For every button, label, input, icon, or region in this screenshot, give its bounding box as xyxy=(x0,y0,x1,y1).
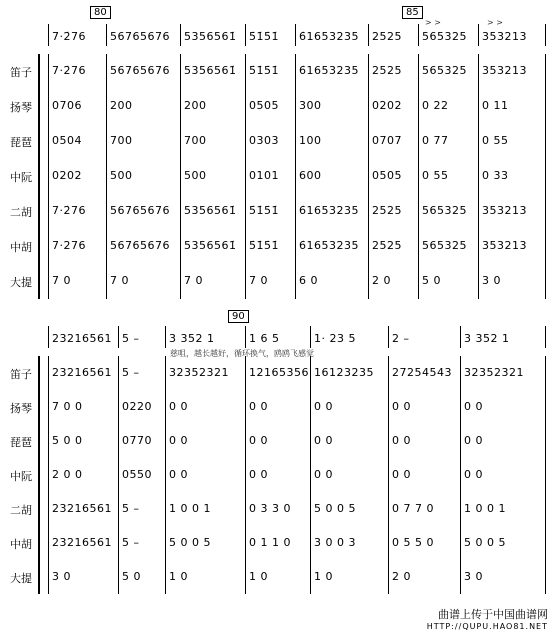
barline xyxy=(180,24,181,46)
barline xyxy=(418,89,419,124)
dizi-measure: 5356561̇ xyxy=(184,64,237,77)
pipa-measure: 0 0 xyxy=(464,434,483,447)
dati-measure: 1 0 xyxy=(169,570,188,583)
barline xyxy=(180,159,181,194)
barline xyxy=(368,89,369,124)
pipa-measure: 0303 xyxy=(249,134,279,147)
zhongruan-measure: 0505 xyxy=(372,169,402,182)
barline xyxy=(388,390,389,424)
erhu-measure: 6̇1653235 xyxy=(299,204,359,217)
erhu-measure: 1 0 0 1 xyxy=(464,502,506,515)
zhongruan-measure: 2 0 0 xyxy=(52,468,83,481)
instrument-label: 中胡 xyxy=(10,241,32,254)
barline xyxy=(388,526,389,560)
instrument-label: 扬琴 xyxy=(10,402,32,415)
barline xyxy=(180,124,181,159)
barline xyxy=(460,390,461,424)
accent-mark: > > xyxy=(425,18,441,27)
barline xyxy=(310,492,311,526)
system-brace xyxy=(38,54,40,299)
barline xyxy=(368,194,369,229)
dizi-measure: 16123235 xyxy=(314,366,374,379)
barline xyxy=(295,24,296,46)
dizi-measure: 5 – xyxy=(122,366,140,379)
barline xyxy=(418,54,419,89)
barline xyxy=(245,89,246,124)
dizi-measure: 5̇1̇5̇1̇ xyxy=(249,64,279,77)
barline xyxy=(245,492,246,526)
yangqin-measure: 300 xyxy=(299,99,322,112)
barline xyxy=(460,326,461,348)
system1-melody-measure: 5356561̇ xyxy=(184,30,237,43)
system-brace xyxy=(38,356,40,594)
barline xyxy=(310,560,311,594)
zhonghu-measure: 0 1 1 0 xyxy=(249,536,291,549)
pipa-measure: 0 55 xyxy=(482,134,509,147)
barline xyxy=(48,492,49,526)
yangqin-measure: 200 xyxy=(110,99,133,112)
yangqin-measure: 0220 xyxy=(122,400,152,413)
barline xyxy=(118,560,119,594)
barline xyxy=(48,326,49,348)
barline xyxy=(48,458,49,492)
erhu-measure: 5356561̇ xyxy=(184,204,237,217)
barline xyxy=(48,560,49,594)
barline xyxy=(245,356,246,390)
system2-melody-measure: 1 6 5 xyxy=(249,332,280,345)
barline xyxy=(180,89,181,124)
yangqin-measure: 0 0 xyxy=(392,400,411,413)
system2-melody-measure: 5 – xyxy=(122,332,140,345)
dizi-measure: 565325 xyxy=(422,64,467,77)
barline xyxy=(48,24,49,46)
zhongruan-measure: 0 33 xyxy=(482,169,509,182)
zhonghu-measure: 565325 xyxy=(422,239,467,252)
zhongruan-measure: 0202 xyxy=(52,169,82,182)
barline xyxy=(118,356,119,390)
barline xyxy=(180,194,181,229)
barline xyxy=(165,492,166,526)
barline xyxy=(368,159,369,194)
erhu-measure: 7·2̇76 xyxy=(52,204,86,217)
zhonghu-measure: 56765676 xyxy=(110,239,170,252)
barline xyxy=(368,124,369,159)
dizi-measure: 56765676 xyxy=(110,64,170,77)
zhongruan-measure: 0 0 xyxy=(249,468,268,481)
barline xyxy=(295,124,296,159)
dati-measure: 6 0 xyxy=(299,274,318,287)
barline xyxy=(368,24,369,46)
pipa-measure: 0 0 xyxy=(169,434,188,447)
rehearsal-mark: 80 xyxy=(90,6,111,19)
system1-melody-measure: 56765676 xyxy=(110,30,170,43)
barline xyxy=(165,526,166,560)
footer xyxy=(427,606,548,631)
barline xyxy=(106,194,107,229)
dati-measure: 3 0 xyxy=(464,570,483,583)
barline xyxy=(478,229,479,264)
system1-melody-measure: 6̇1653235 xyxy=(299,30,359,43)
zhonghu-measure: 5356561̇ xyxy=(184,239,237,252)
barline xyxy=(106,229,107,264)
pipa-measure: 700 xyxy=(110,134,133,147)
zhonghu-measure: 3 0 0 3 xyxy=(314,536,356,549)
barline xyxy=(478,24,479,46)
barline xyxy=(310,424,311,458)
barline xyxy=(478,159,479,194)
pipa-measure: 700 xyxy=(184,134,207,147)
instrument-label: 中阮 xyxy=(10,171,32,184)
barline xyxy=(106,264,107,299)
system2-melody-measure: 3 352 1 xyxy=(169,332,215,345)
zhongruan-measure: 0 0 xyxy=(314,468,333,481)
barline xyxy=(388,326,389,348)
barline xyxy=(165,326,166,348)
system1-melody-measure: 2525 xyxy=(372,30,402,43)
barline xyxy=(310,356,311,390)
barline xyxy=(368,229,369,264)
barline xyxy=(460,356,461,390)
barline xyxy=(48,356,49,390)
footer-line2: HTTP://QUPU.HAO81.NET xyxy=(426,622,548,631)
system1-melody-measure: 5̇1̇5̇1̇ xyxy=(249,30,279,43)
dizi-measure: 23216561 xyxy=(52,366,112,379)
dati-measure: 1 0 xyxy=(314,570,333,583)
yangqin-measure: 0202 xyxy=(372,99,402,112)
barline xyxy=(245,264,246,299)
system2-melody-measure: 3 352 1 xyxy=(464,332,510,345)
yangqin-measure: 0706 xyxy=(52,99,82,112)
barline xyxy=(478,194,479,229)
barline xyxy=(545,326,546,348)
barline xyxy=(106,159,107,194)
dizi-measure: 32352321 xyxy=(169,366,229,379)
zhonghu-measure: 5 – xyxy=(122,536,140,549)
barline xyxy=(118,424,119,458)
system1-melody-measure: 7·2̇76 xyxy=(52,30,86,43)
barline xyxy=(295,89,296,124)
barline xyxy=(245,54,246,89)
erhu-measure: 1 0 0 1 xyxy=(169,502,211,515)
pipa-measure: 0 0 xyxy=(249,434,268,447)
barline xyxy=(478,54,479,89)
barline xyxy=(48,159,49,194)
dizi-measure: 353213 xyxy=(482,64,527,77)
dati-measure: 7 0 xyxy=(110,274,129,287)
dizi-measure: 27254543 xyxy=(392,366,452,379)
erhu-measure: 56765676 xyxy=(110,204,170,217)
barline xyxy=(245,24,246,46)
dizi-measure: 2525 xyxy=(372,64,402,77)
barline xyxy=(118,326,119,348)
zhonghu-measure: 0 5 5 0 xyxy=(392,536,434,549)
pipa-measure: 5 0 0 xyxy=(52,434,83,447)
dizi-measure: 6̇1653235 xyxy=(299,64,359,77)
barline xyxy=(245,560,246,594)
barline xyxy=(418,264,419,299)
erhu-measure: 0 3 3 0 xyxy=(249,502,291,515)
barline xyxy=(165,424,166,458)
zhongruan-measure: 500 xyxy=(184,169,207,182)
barline xyxy=(388,492,389,526)
pipa-measure: 0 0 xyxy=(314,434,333,447)
barline xyxy=(295,229,296,264)
barline xyxy=(545,526,546,560)
barline xyxy=(478,124,479,159)
system1-melody-measure: 353213 xyxy=(482,30,527,43)
zhonghu-measure: 2525 xyxy=(372,239,402,252)
barline xyxy=(418,24,419,46)
zhonghu-measure: 5̇1̇5̇1̇ xyxy=(249,239,279,252)
pipa-measure: 0707 xyxy=(372,134,402,147)
barline xyxy=(165,458,166,492)
erhu-measure: 5̇1̇5̇1̇ xyxy=(249,204,279,217)
system-1 xyxy=(0,0,554,310)
barline xyxy=(545,194,546,229)
instrument-label: 笛子 xyxy=(10,66,32,79)
barline xyxy=(310,526,311,560)
dati-measure: 7 0 xyxy=(52,274,71,287)
pipa-measure: 0 0 xyxy=(392,434,411,447)
barline xyxy=(48,526,49,560)
yangqin-measure: 0 0 xyxy=(314,400,333,413)
barline xyxy=(545,424,546,458)
barline xyxy=(460,526,461,560)
yangqin-measure: 0 0 xyxy=(169,400,188,413)
erhu-measure: 23216561 xyxy=(52,502,112,515)
dati-measure: 2 0 xyxy=(372,274,391,287)
barline xyxy=(245,458,246,492)
erhu-measure: 353213 xyxy=(482,204,527,217)
dati-measure: 3 0 xyxy=(52,570,71,583)
system1-melody-measure: 565325 xyxy=(422,30,467,43)
instrument-label: 琵琶 xyxy=(10,436,32,449)
barline xyxy=(48,124,49,159)
instrument-label: 笛子 xyxy=(10,368,32,381)
zhongruan-measure: 0550 xyxy=(122,468,152,481)
erhu-measure: 0 7 7 0 xyxy=(392,502,434,515)
barline xyxy=(418,159,419,194)
barline xyxy=(418,229,419,264)
barline xyxy=(180,229,181,264)
zhonghu-measure: 6̇1653235 xyxy=(299,239,359,252)
barline xyxy=(180,264,181,299)
barline xyxy=(48,264,49,299)
pipa-measure: 0770 xyxy=(122,434,152,447)
dizi-measure: 32352321 xyxy=(464,366,524,379)
barline xyxy=(310,458,311,492)
barline xyxy=(460,560,461,594)
barline xyxy=(106,124,107,159)
barline xyxy=(245,194,246,229)
barline xyxy=(245,390,246,424)
barline xyxy=(165,390,166,424)
barline xyxy=(545,89,546,124)
footer-line1: 曲谱上传于中国曲谱网 xyxy=(438,608,548,621)
dati-measure: 7 0 xyxy=(184,274,203,287)
zhongruan-measure: 0 0 xyxy=(392,468,411,481)
dati-measure: 5 0 xyxy=(122,570,141,583)
barline xyxy=(478,89,479,124)
zhongruan-measure: 0 0 xyxy=(464,468,483,481)
pipa-measure: 100 xyxy=(299,134,322,147)
barline xyxy=(460,492,461,526)
barline xyxy=(545,264,546,299)
barline xyxy=(245,326,246,348)
dati-measure: 3 0 xyxy=(482,274,501,287)
barline xyxy=(545,24,546,46)
instrument-label: 大提 xyxy=(10,276,32,289)
barline xyxy=(545,560,546,594)
accent-mark: > > xyxy=(487,18,503,27)
yangqin-measure: 200 xyxy=(184,99,207,112)
erhu-measure: 5 – xyxy=(122,502,140,515)
instrument-label: 二胡 xyxy=(10,206,32,219)
instrument-label: 二胡 xyxy=(10,504,32,517)
barline xyxy=(368,264,369,299)
barline xyxy=(545,356,546,390)
barline xyxy=(478,264,479,299)
barline xyxy=(545,492,546,526)
rehearsal-mark: 90 xyxy=(228,310,249,323)
dizi-measure: 7·2̇76 xyxy=(52,64,86,77)
pipa-measure: 0504 xyxy=(52,134,82,147)
barline xyxy=(118,492,119,526)
yangqin-measure: 0 22 xyxy=(422,99,449,112)
system2-melody-measure: 23216561 xyxy=(52,332,112,345)
yangqin-measure: 0505 xyxy=(249,99,279,112)
yangqin-measure: 0 0 xyxy=(464,400,483,413)
barline xyxy=(460,424,461,458)
barline xyxy=(388,458,389,492)
barline xyxy=(310,326,311,348)
barline xyxy=(118,458,119,492)
performance-note: 慈咀，越长越好，循环换气，鸥鸥飞感觉 xyxy=(170,349,314,358)
instrument-label: 扬琴 xyxy=(10,101,32,114)
dati-measure: 2 0 xyxy=(392,570,411,583)
barline xyxy=(245,424,246,458)
rehearsal-mark: 85 xyxy=(402,6,423,19)
barline xyxy=(180,54,181,89)
barline xyxy=(545,229,546,264)
instrument-label: 中阮 xyxy=(10,470,32,483)
barline xyxy=(545,54,546,89)
barline xyxy=(48,54,49,89)
barline xyxy=(48,424,49,458)
barline xyxy=(48,390,49,424)
pipa-measure: 0 77 xyxy=(422,134,449,147)
barline xyxy=(245,159,246,194)
instrument-label: 大提 xyxy=(10,572,32,585)
zhongruan-measure: 0 55 xyxy=(422,169,449,182)
barline xyxy=(295,159,296,194)
barline xyxy=(545,124,546,159)
dati-measure: 7 0 xyxy=(249,274,268,287)
system2-melody-measure: 2 – xyxy=(392,332,410,345)
barline xyxy=(165,560,166,594)
zhonghu-measure: 23216561 xyxy=(52,536,112,549)
barline xyxy=(106,54,107,89)
dizi-measure: 12165356 xyxy=(249,366,309,379)
system-2 xyxy=(0,310,554,610)
barline xyxy=(165,356,166,390)
barline xyxy=(48,229,49,264)
instrument-label: 琵琶 xyxy=(10,136,32,149)
barline xyxy=(418,194,419,229)
barline xyxy=(295,54,296,89)
yangqin-measure: 0 0 xyxy=(249,400,268,413)
barline xyxy=(118,390,119,424)
erhu-measure: 5 0 0 5 xyxy=(314,502,356,515)
zhonghu-measure: 7·276 xyxy=(52,239,86,252)
barline xyxy=(388,424,389,458)
barline xyxy=(245,124,246,159)
zhonghu-measure: 5 0 0 5 xyxy=(169,536,211,549)
barline xyxy=(295,264,296,299)
barline xyxy=(245,526,246,560)
barline xyxy=(295,194,296,229)
barline xyxy=(48,89,49,124)
barline xyxy=(388,560,389,594)
yangqin-measure: 7 0 0 xyxy=(52,400,83,413)
barline xyxy=(545,390,546,424)
zhonghu-measure: 5 0 0 5 xyxy=(464,536,506,549)
barline xyxy=(310,390,311,424)
barline xyxy=(118,526,119,560)
erhu-measure: 2525 xyxy=(372,204,402,217)
barline xyxy=(106,89,107,124)
barline xyxy=(460,458,461,492)
dati-measure: 1 0 xyxy=(249,570,268,583)
barline xyxy=(368,54,369,89)
yangqin-measure: 0 11 xyxy=(482,99,509,112)
barline xyxy=(388,356,389,390)
zhongruan-measure: 0101 xyxy=(249,169,279,182)
zhongruan-measure: 600 xyxy=(299,169,322,182)
barline xyxy=(245,229,246,264)
barline xyxy=(106,24,107,46)
barline xyxy=(418,124,419,159)
system2-melody-measure: 1· 23 5 xyxy=(314,332,356,345)
zhongruan-measure: 500 xyxy=(110,169,133,182)
zhonghu-measure: 353213 xyxy=(482,239,527,252)
zhongruan-measure: 0 0 xyxy=(169,468,188,481)
barline xyxy=(545,159,546,194)
instrument-label: 中胡 xyxy=(10,538,32,551)
dati-measure: 5 0 xyxy=(422,274,441,287)
barline xyxy=(48,194,49,229)
erhu-measure: 565325 xyxy=(422,204,467,217)
barline xyxy=(545,458,546,492)
